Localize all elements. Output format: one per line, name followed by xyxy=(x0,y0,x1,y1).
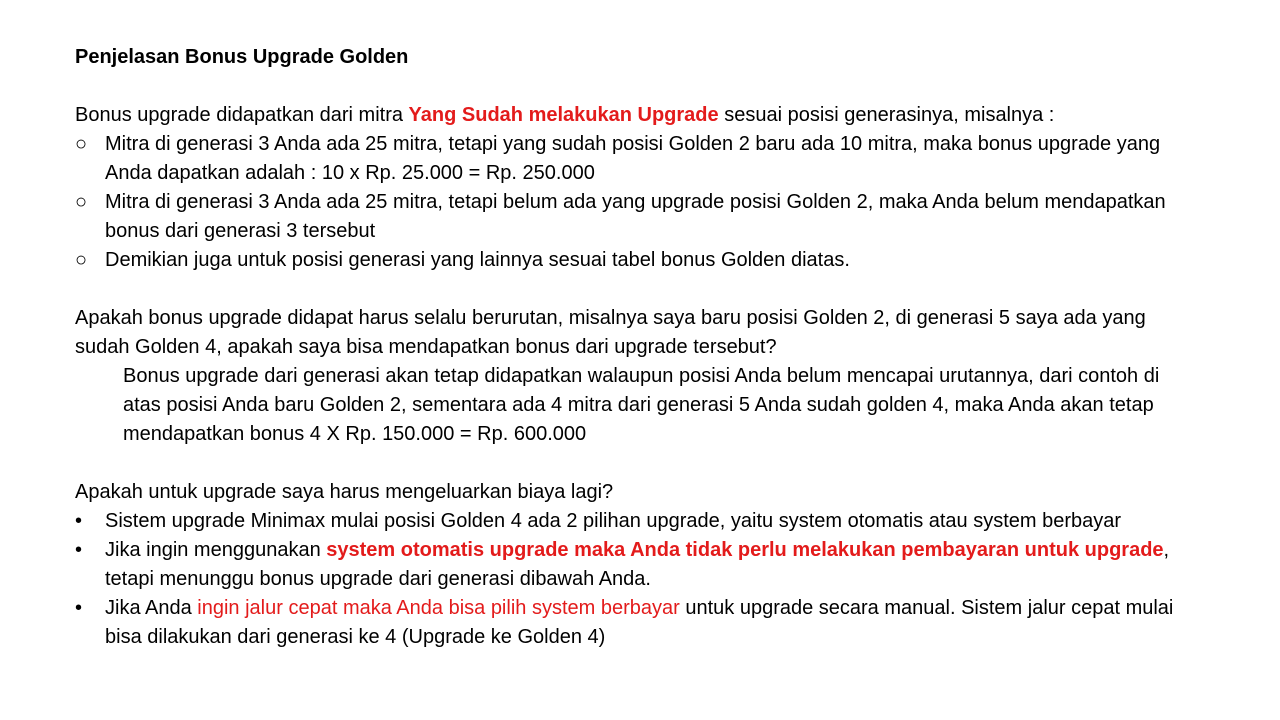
list-item xyxy=(75,130,1195,188)
dot-bullet-icon: • xyxy=(75,597,83,619)
answer-suffix: untuk upgrade secara manual. Sistem jalur cepat mulai bisa dilakukan dari generasi ke 4 (Upgrade ke Golden 4) xyxy=(105,597,1174,648)
intro-suffix: sesuai posisi generasinya, misalnya : xyxy=(718,104,1055,126)
answer-highlight: ingin jalur cepat maka Anda bisa pilih system berbayar xyxy=(197,597,680,619)
example-text: Demikian juga untuk posisi generasi yang lainnya sesuai tabel bonus Golden diatas. xyxy=(105,249,850,271)
list-item xyxy=(75,246,1195,275)
example-list xyxy=(75,130,1195,275)
intro-paragraph xyxy=(75,101,1195,130)
list-item xyxy=(75,594,1195,652)
circle-bullet-icon: ○ xyxy=(75,133,88,155)
slide xyxy=(75,43,1195,652)
question-1: Apakah bonus upgrade didapat harus selalu berurutan, misalnya saya baru posisi Golden 2, di generasi 5 saya ada yang sudah Golden 4, apakah saya bisa mendapatkan bonus dari upgrade tersebut? xyxy=(75,307,1146,358)
dot-bullet-icon: • xyxy=(75,510,83,532)
page-title: Penjelasan Bonus Upgrade Golden xyxy=(75,46,409,68)
circle-bullet-icon: ○ xyxy=(75,249,88,271)
answer-list xyxy=(75,507,1195,652)
example-text: Mitra di generasi 3 Anda ada 25 mitra, tetapi yang sudah posisi Golden 2 baru ada 10 mitra, maka bonus upgrade yang Anda dapatkan adalah : 10 x Rp. 25.000 = Rp. 250.000 xyxy=(105,133,1161,184)
answer-highlight: system otomatis upgrade maka Anda tidak perlu melakukan pembayaran untuk upgrade xyxy=(326,539,1164,561)
answer-prefix: Jika Anda xyxy=(105,597,198,619)
list-item xyxy=(75,536,1195,594)
list-item xyxy=(75,188,1195,246)
intro-prefix: Bonus upgrade didapatkan dari mitra xyxy=(75,104,409,126)
intro-highlight: Yang Sudah melakukan Upgrade xyxy=(408,104,719,126)
list-item xyxy=(75,507,1195,536)
circle-bullet-icon: ○ xyxy=(75,191,88,213)
dot-bullet-icon: • xyxy=(75,539,83,561)
answer-prefix: Jika ingin menggunakan xyxy=(105,539,327,561)
question-2: Apakah untuk upgrade saya harus mengeluarkan biaya lagi? xyxy=(75,481,614,503)
answer-1: Bonus upgrade dari generasi akan tetap didapatkan walaupun posisi Anda belum mencapai urutannya, dari contoh di atas posisi Anda baru Golden 2, sementara ada 4 mitra dari generasi 5 Anda sudah golden 4, maka Anda akan tetap mendapatkan bonus 4 X Rp. 150.000 = Rp. 600.000 xyxy=(123,365,1160,445)
answer-text: Sistem upgrade Minimax mulai posisi Golden 4 ada 2 pilihan upgrade, yaitu system otomatis atau system berbayar xyxy=(105,510,1122,532)
example-text: Mitra di generasi 3 Anda ada 25 mitra, tetapi belum ada yang upgrade posisi Golden 2, maka Anda belum mendapatkan bonus dari generasi 3 tersebut xyxy=(105,191,1166,242)
answer-suffix: , tetapi menunggu bonus upgrade dari generasi dibawah Anda. xyxy=(105,539,1170,590)
